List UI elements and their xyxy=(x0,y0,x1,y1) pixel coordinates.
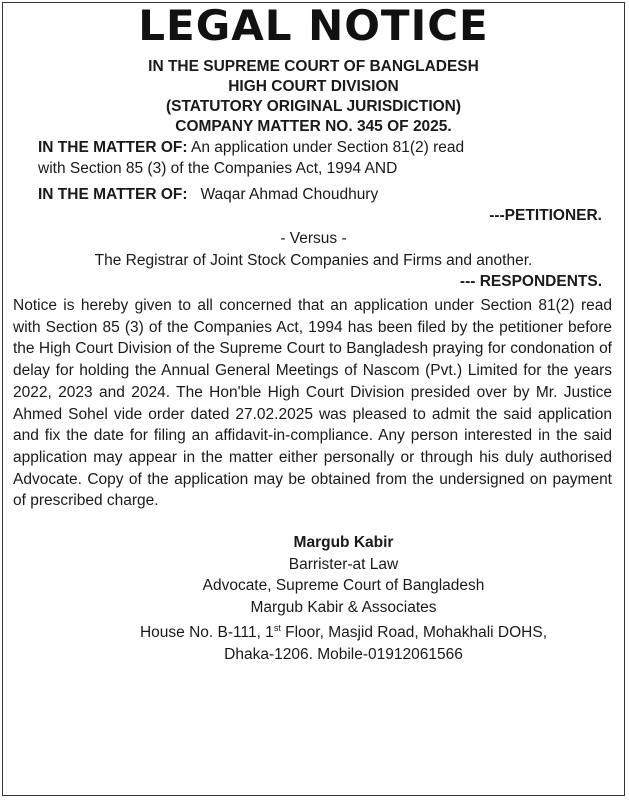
signature-block xyxy=(3,532,624,665)
signatory-address: House No. B-111, 1st Floor, Masjid Road, Mohakhali DOHS, xyxy=(139,623,548,642)
respondents-label: --- RESPONDENTS. xyxy=(459,273,602,290)
signatory-name: Margub Kabir xyxy=(293,534,394,552)
matter-2 xyxy=(3,184,624,205)
court-line-2: HIGH COURT DIVISION xyxy=(228,78,399,95)
signatory-contact: Dhaka-1206. Mobile-01912061566 xyxy=(224,645,463,663)
matter-1-text-2: with Section 85 (3) of the Companies Act, 1994 AND xyxy=(38,160,398,177)
court-line-1: IN THE SUPREME COURT OF BANGLADESH xyxy=(148,58,479,75)
signatory-firm: Margub Kabir & Associates xyxy=(250,598,437,616)
versus: - Versus - xyxy=(280,230,347,247)
court-heading xyxy=(3,57,624,137)
matter-1 xyxy=(3,137,624,179)
notice-frame xyxy=(2,2,625,796)
matter-1-text: An application under Section 81(2) read xyxy=(187,139,465,156)
signatory-role: Advocate, Supreme Court of Bangladesh xyxy=(202,577,485,595)
court-line-3: (STATUTORY ORIGINAL JURISDICTION) xyxy=(165,98,462,115)
matter-2-text: Waqar Ahmad Choudhury xyxy=(187,186,379,203)
matter-2-label: IN THE MATTER OF: xyxy=(38,186,188,203)
respondent-text: The Registrar of Joint Stock Companies and Firms and another. xyxy=(94,252,533,269)
signatory-title: Barrister-at Law xyxy=(288,555,399,573)
notice-title: LEGAL NOTICE xyxy=(3,3,624,47)
notice-body: Notice is hereby given to all concerned that an application under Section 81(2) read with Section 85 (3) of the Companies Act, 1994 has been filed by the petitioner before the High Court Division of the Supreme Court to Bangladesh praying for condonation of delay for holding the Annual General Meetings of Nascom (Pvt.) Limited for the years 2022, 2023 and 2024. The Hon'ble High Court Division presided over by Mr. Justice Ahmed Sohel vide order dated 27.02.2025 was pleased to admit the said application and fix the date for filing an affidavit-in-compliance. Any person interested in the said application may appear in the matter either personally or through his duly authorised Advocate. Copy of the application may be obtained from the undersigned on payment of prescribed charge. xyxy=(13,297,612,510)
petitioner-label: ---PETITIONER. xyxy=(489,207,602,224)
court-line-4: COMPANY MATTER NO. 345 OF 2025. xyxy=(175,118,452,135)
matter-1-label: IN THE MATTER OF: xyxy=(38,139,188,156)
